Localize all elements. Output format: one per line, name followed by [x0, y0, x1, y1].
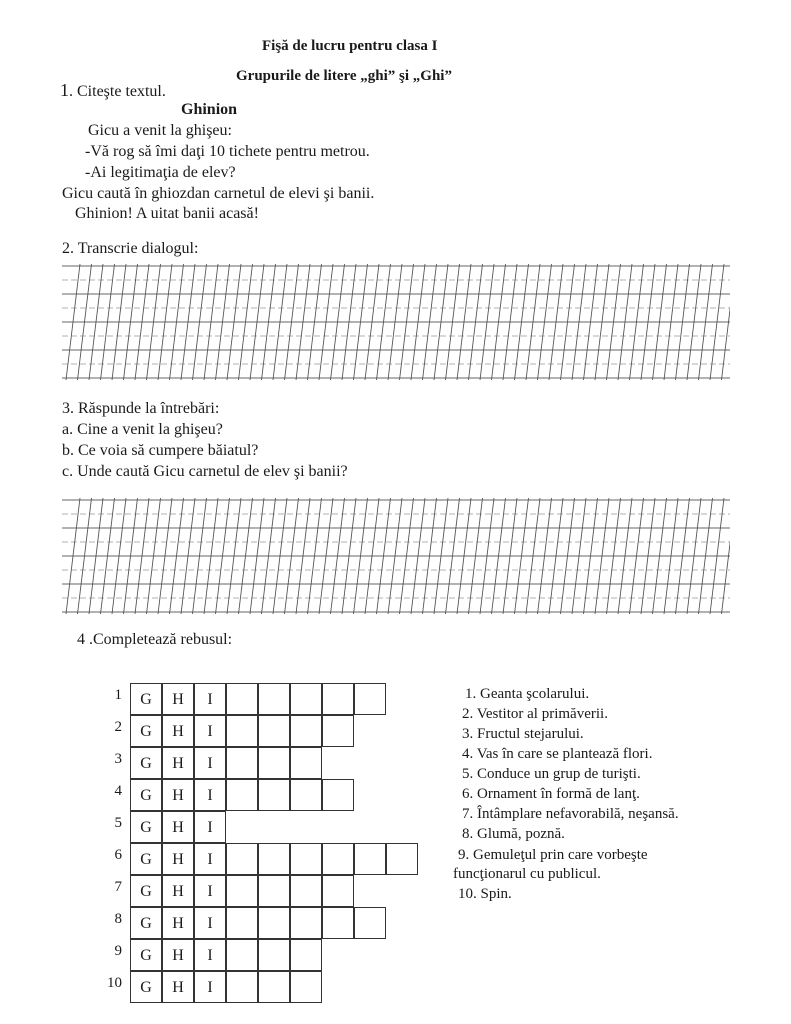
- crossword-letter-cell: G: [130, 843, 162, 875]
- crossword-empty-cell[interactable]: [258, 843, 290, 875]
- crossword-letter-cell: H: [162, 971, 194, 1003]
- crossword-letter-cell: G: [130, 875, 162, 907]
- story-line-4: Gicu caută în ghiozdan carnetul de elevi şi banii.: [62, 185, 375, 202]
- crossword-letter-cell: H: [162, 811, 194, 843]
- crossword-empty-cell[interactable]: [290, 747, 322, 779]
- ex3-question-a: a. Cine a venit la ghişeu?: [62, 421, 223, 438]
- crossword-empty-cell[interactable]: [354, 843, 386, 875]
- clue-4: 4. Vas în care se plantează flori.: [462, 746, 653, 762]
- ex3-question-c: c. Unde caută Gicu carnetul de elev şi banii?: [62, 463, 348, 480]
- crossword-empty-cell[interactable]: [354, 683, 386, 715]
- crossword-empty-cell[interactable]: [226, 683, 258, 715]
- crossword-empty-cell[interactable]: [226, 875, 258, 907]
- crossword-empty-cell[interactable]: [258, 747, 290, 779]
- clue-8: 8. Glumă, poznă.: [462, 826, 565, 842]
- crossword-letter-cell: I: [194, 683, 226, 715]
- crossword-letter-cell: H: [162, 875, 194, 907]
- crossword-row-number: 3: [114, 751, 122, 767]
- crossword-letter-cell: G: [130, 747, 162, 779]
- crossword-letter-cell: I: [194, 715, 226, 747]
- crossword-empty-cell[interactable]: [226, 907, 258, 939]
- crossword-empty-cell[interactable]: [258, 715, 290, 747]
- crossword-empty-cell[interactable]: [258, 907, 290, 939]
- crossword-empty-cell[interactable]: [290, 939, 322, 971]
- crossword-empty-cell[interactable]: [322, 683, 354, 715]
- crossword-empty-cell[interactable]: [258, 779, 290, 811]
- crossword-empty-cell[interactable]: [226, 715, 258, 747]
- crossword-letter-cell: H: [162, 939, 194, 971]
- crossword-letter-cell: G: [130, 683, 162, 715]
- ex2-instruction: 2. Transcrie dialogul:: [62, 240, 199, 257]
- clue-5: 5. Conduce un grup de turişti.: [462, 766, 641, 782]
- crossword-row-number: 2: [114, 719, 122, 735]
- crossword-row-number: 5: [114, 815, 122, 831]
- crossword-row-number: 6: [114, 847, 122, 863]
- clue-7: 7. Întâmplare nefavorabilă, neşansă.: [462, 806, 679, 822]
- page-title: Fişă de lucru pentru clasa I: [262, 38, 438, 54]
- clue-10: 10. Spin.: [458, 886, 512, 902]
- ex4-instruction: 4 .Completează rebusul:: [77, 631, 233, 648]
- crossword-letter-cell: I: [194, 875, 226, 907]
- crossword-letter-cell: I: [194, 747, 226, 779]
- ex1-number: 1: [60, 80, 69, 100]
- ex1-instruction: . Citeşte textul.: [69, 83, 166, 100]
- crossword-letter-cell: G: [130, 779, 162, 811]
- clue-2: 2. Vestitor al primăverii.: [462, 706, 608, 722]
- crossword-letter-cell: G: [130, 971, 162, 1003]
- page-subtitle: Grupurile de litere „ghi” şi „Ghi”: [236, 68, 452, 84]
- crossword-empty-cell[interactable]: [290, 971, 322, 1003]
- clue-3: 3. Fructul stejarului.: [462, 726, 584, 742]
- crossword-row-number: 1: [114, 687, 122, 703]
- crossword-empty-cell[interactable]: [258, 875, 290, 907]
- crossword-letter-cell: H: [162, 747, 194, 779]
- ex3-question-b: b. Ce voia să cumpere băiatul?: [62, 442, 259, 459]
- crossword-empty-cell[interactable]: [226, 747, 258, 779]
- story-line-1: Gicu a venit la ghişeu:: [88, 122, 232, 139]
- crossword-empty-cell[interactable]: [290, 779, 322, 811]
- crossword-empty-cell[interactable]: [226, 939, 258, 971]
- crossword-empty-cell[interactable]: [322, 843, 354, 875]
- clue-9-continued: funcţionarul cu publicul.: [453, 866, 601, 882]
- crossword-letter-cell: H: [162, 907, 194, 939]
- crossword-empty-cell[interactable]: [322, 875, 354, 907]
- ex3-instruction: 3. Răspunde la întrebări:: [62, 400, 220, 417]
- crossword-empty-cell[interactable]: [290, 875, 322, 907]
- crossword-row-number: 7: [114, 879, 122, 895]
- writing-lines-ex3[interactable]: [62, 494, 730, 620]
- crossword-empty-cell[interactable]: [354, 907, 386, 939]
- crossword-letter-cell: H: [162, 715, 194, 747]
- crossword-letter-cell: I: [194, 811, 226, 843]
- crossword-letter-cell: G: [130, 939, 162, 971]
- crossword-letter-cell: I: [194, 843, 226, 875]
- crossword-letter-cell: G: [130, 907, 162, 939]
- crossword-letter-cell: H: [162, 843, 194, 875]
- crossword-letter-cell: G: [130, 811, 162, 843]
- clue-9: 9. Gemuleţul prin care vorbeşte: [458, 847, 648, 863]
- crossword-letter-cell: I: [194, 779, 226, 811]
- crossword-empty-cell[interactable]: [258, 971, 290, 1003]
- crossword-empty-cell[interactable]: [226, 779, 258, 811]
- crossword-empty-cell[interactable]: [290, 907, 322, 939]
- crossword-empty-cell[interactable]: [258, 939, 290, 971]
- story-line-5: Ghinion! A uitat banii acasă!: [75, 205, 259, 222]
- crossword-row-number: 4: [114, 783, 122, 799]
- clue-1: 1. Geanta şcolarului.: [465, 686, 590, 702]
- crossword-letter-cell: G: [130, 715, 162, 747]
- crossword-empty-cell[interactable]: [322, 907, 354, 939]
- crossword-empty-cell[interactable]: [322, 715, 354, 747]
- story-line-2: -Vă rog să îmi daţi 10 tichete pentru metrou.: [85, 143, 370, 160]
- crossword-empty-cell[interactable]: [290, 843, 322, 875]
- crossword-empty-cell[interactable]: [386, 843, 418, 875]
- clue-6: 6. Ornament în formă de lanţ.: [462, 786, 640, 802]
- crossword-empty-cell[interactable]: [322, 779, 354, 811]
- crossword-letter-cell: H: [162, 779, 194, 811]
- crossword-row-number: 8: [114, 911, 122, 927]
- writing-lines-ex2[interactable]: [62, 260, 730, 386]
- crossword-empty-cell[interactable]: [226, 843, 258, 875]
- crossword-empty-cell[interactable]: [226, 971, 258, 1003]
- crossword-letter-cell: I: [194, 971, 226, 1003]
- story-title: Ghinion: [181, 101, 238, 118]
- crossword-letter-cell: I: [194, 907, 226, 939]
- crossword-row-number: 9: [114, 943, 122, 959]
- crossword-empty-cell[interactable]: [290, 715, 322, 747]
- ex1-heading: [60, 80, 166, 101]
- story-line-3: -Ai legitimaţia de elev?: [85, 164, 236, 181]
- crossword-letter-cell: H: [162, 683, 194, 715]
- crossword-empty-cell[interactable]: [290, 683, 322, 715]
- crossword-row-number: 10: [107, 975, 122, 991]
- crossword-empty-cell[interactable]: [258, 683, 290, 715]
- crossword-letter-cell: I: [194, 939, 226, 971]
